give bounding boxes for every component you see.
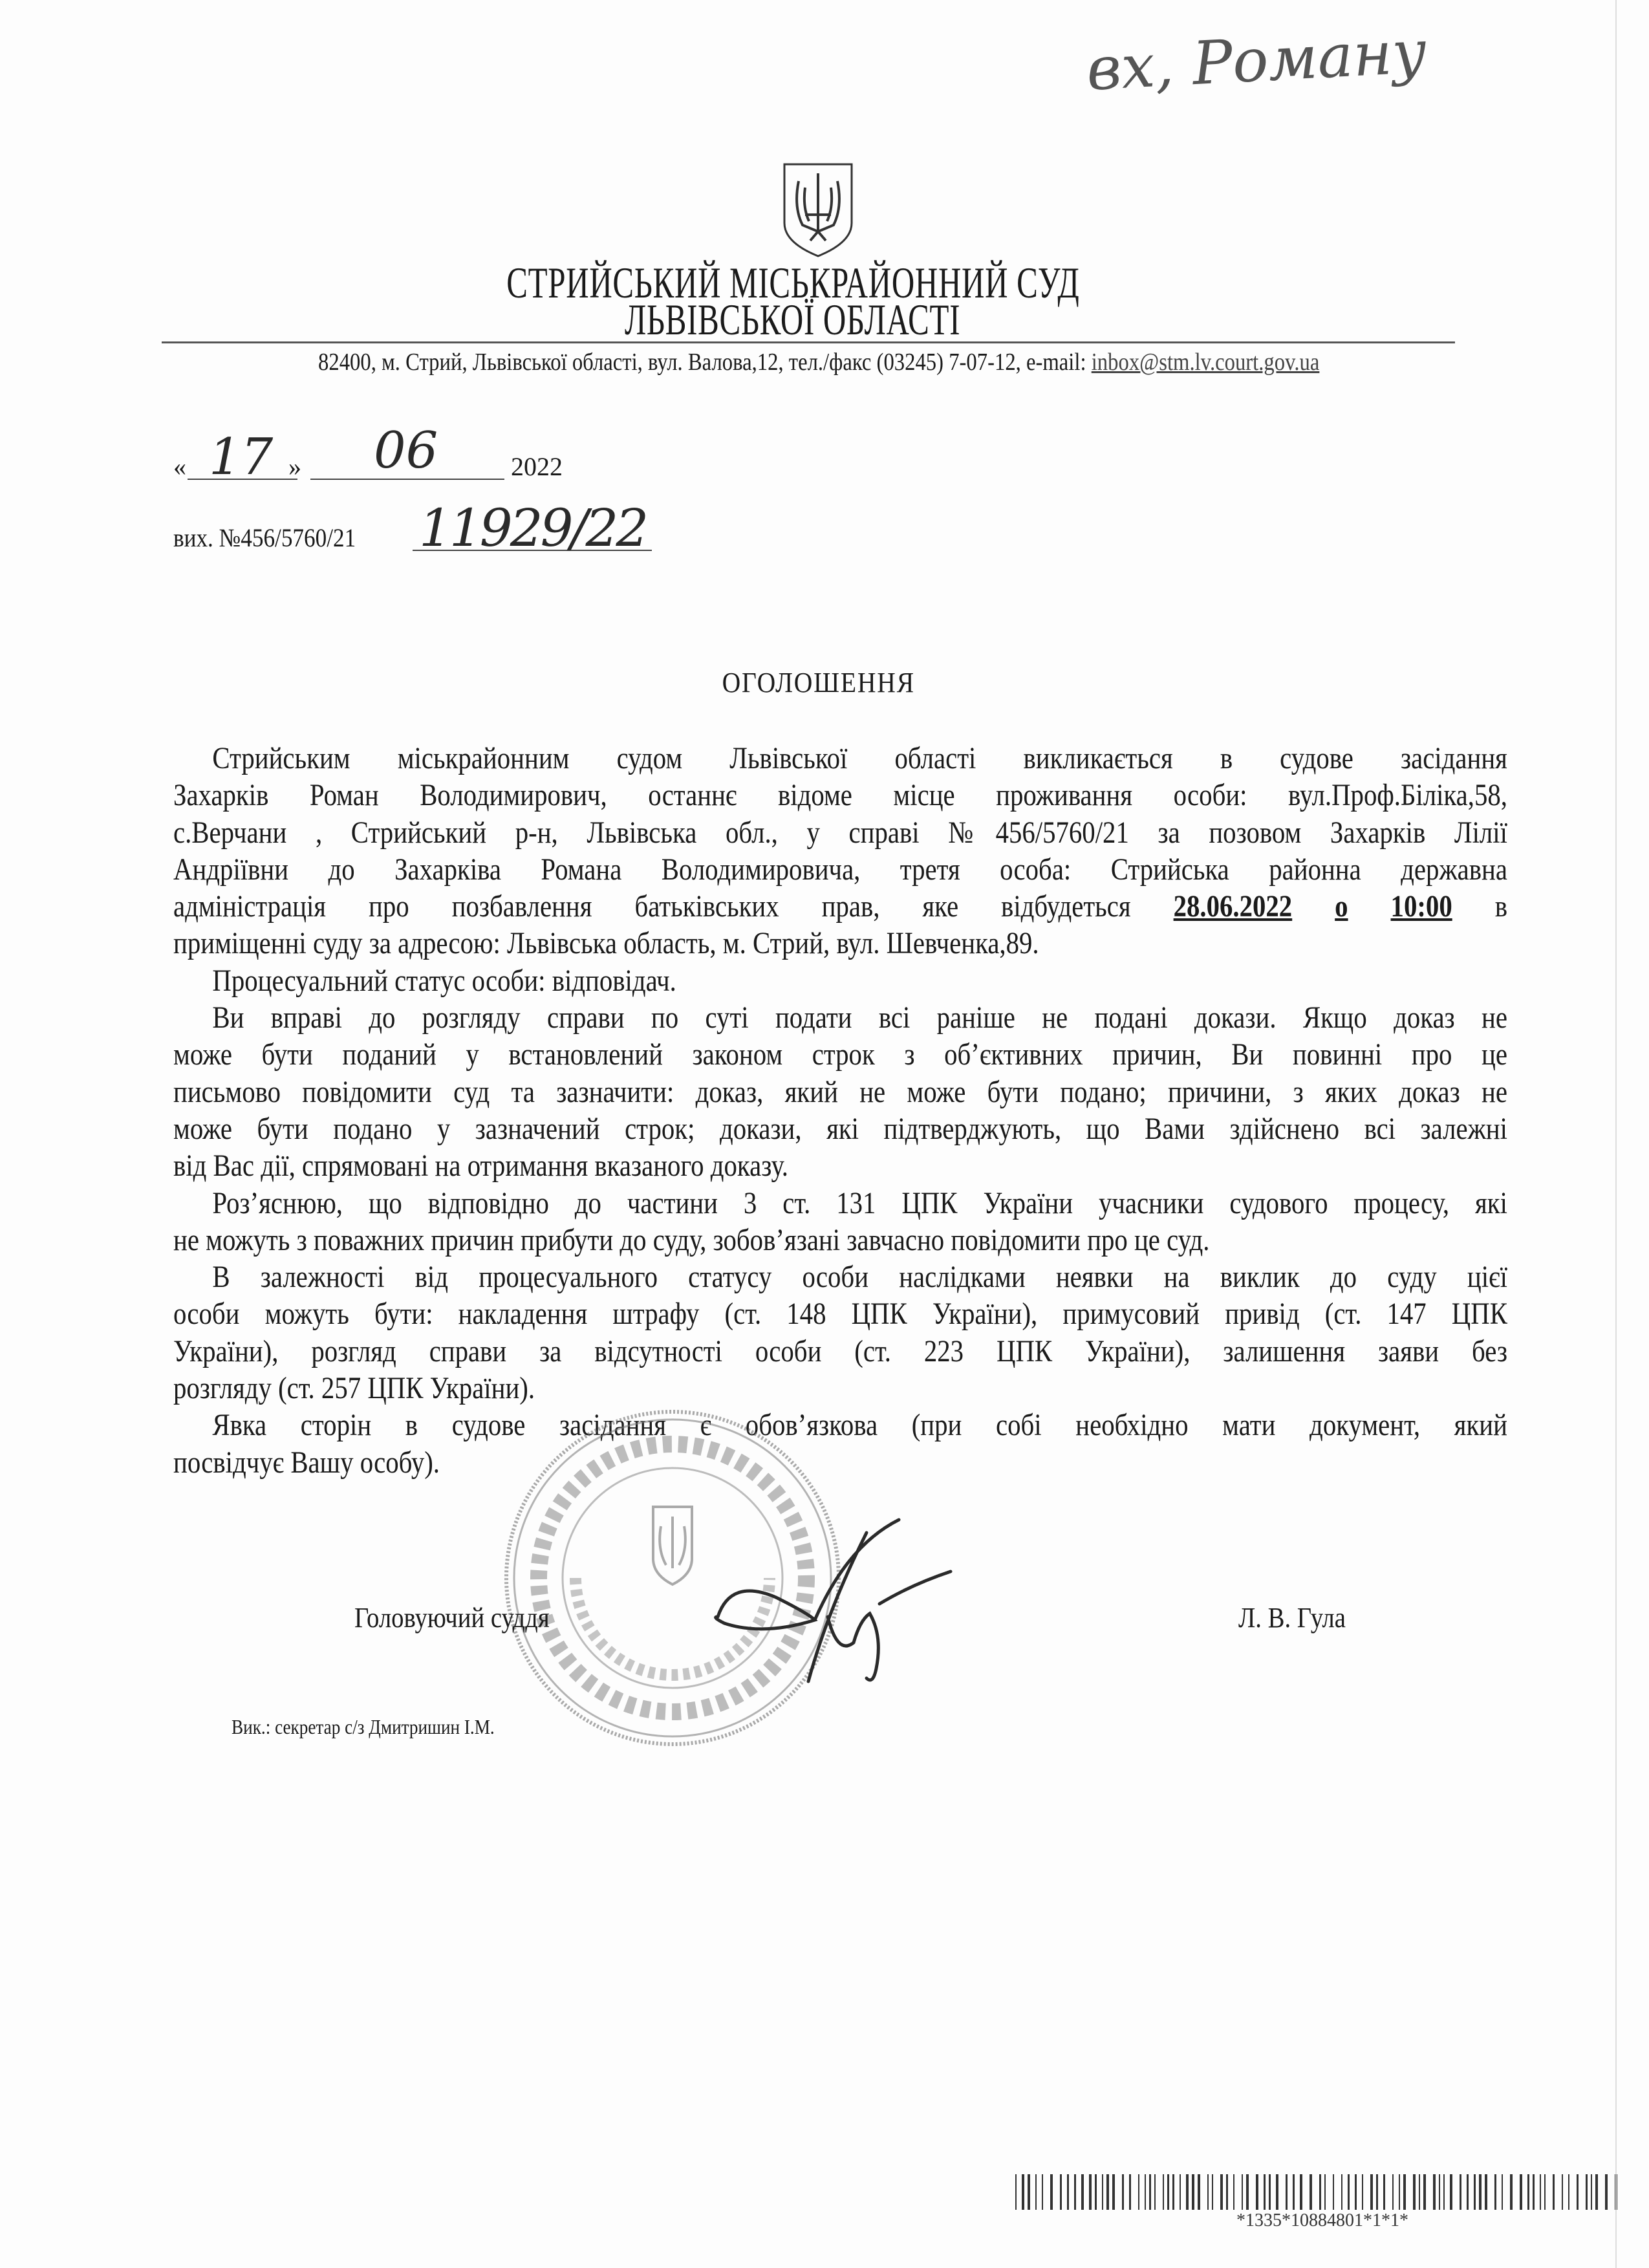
barcode-bar <box>1562 2174 1563 2210</box>
barcode-bar <box>1319 2174 1321 2210</box>
barcode-bar <box>1591 2174 1592 2210</box>
handwritten-note: вх, Роману <box>1084 17 1428 104</box>
address-text: 82400, м. Стрий, Львівської області, вул. Валова,12, тел./факс (03245) 7-07-12, e-mail: <box>318 349 1086 376</box>
barcode-bar <box>1544 2174 1546 2210</box>
barcode-bar <box>1355 2174 1357 2210</box>
announcement-title-text: ОГОЛОШЕННЯ <box>722 667 916 698</box>
barcode-bar <box>1474 2174 1476 2210</box>
barcode-bar <box>1533 2174 1535 2210</box>
barcode-bar <box>1286 2174 1288 2210</box>
year: 2022 <box>511 452 563 481</box>
hearing-time: 10:00 <box>1390 889 1452 924</box>
outgoing-number <box>173 498 885 558</box>
barcode-bar <box>1392 2174 1394 2210</box>
body-line: с.Верчани , Стрийський р-н, Львівська обл., у справі №456/5760/21 за позовом Захарків Лілії <box>173 815 1507 850</box>
region-name-text: ЛЬВІВСЬКОЇ ОБЛАСТІ <box>625 295 961 344</box>
barcode-bar <box>1333 2174 1334 2210</box>
hearing-in: в <box>1494 889 1507 924</box>
body-line: може бути поданий у встановлений законом строк з об’єктивних причин, Ви повинні про це <box>173 1037 1507 1072</box>
barcode-bar <box>1256 2174 1258 2210</box>
barcode-bar <box>1149 2174 1151 2210</box>
body-line: Явка сторін в судове засідання є обов’язкова (при собі необхідно мати документ, який <box>212 1408 1507 1443</box>
barcode-bar <box>1246 2174 1249 2210</box>
barcode-bar <box>1595 2174 1598 2210</box>
barcode-bar <box>1510 2174 1513 2210</box>
judge-name-text: Л. В. Гула <box>1238 1602 1346 1634</box>
judge-signature <box>698 1507 1061 1688</box>
barcode-bar <box>1419 2174 1420 2210</box>
body-line: посвідчує Вашу особу). <box>173 1445 440 1480</box>
barcode-bar <box>1106 2174 1109 2210</box>
close-quote: » <box>288 452 301 481</box>
barcode-bar <box>1443 2174 1445 2210</box>
body-line: приміщенні суду за адресою: Львівська область, м. Стрий, вул. Шевченка,89. <box>173 926 1039 961</box>
hearing-at: о <box>1335 889 1348 924</box>
barcode-bar <box>1370 2174 1373 2210</box>
barcode-bar <box>1403 2174 1406 2210</box>
barcode-bar <box>1450 2174 1452 2210</box>
body-line: В залежності від процесуального статусу особи наслідками неявки на виклик до суду цієї <box>212 1260 1507 1295</box>
barcode-bar <box>1180 2174 1181 2210</box>
barcode-bar <box>1376 2174 1378 2210</box>
barcode-bar <box>1520 2174 1522 2210</box>
hearing-intro: адміністрація про позбавлення батьківських прав, яке відбудеться <box>173 889 1131 924</box>
barcode-bar <box>1269 2174 1271 2210</box>
barcode-bar <box>1028 2174 1030 2210</box>
barcode-bar <box>1540 2174 1541 2210</box>
executor-text: Вик.: секретар с/з Дмитришин І.М. <box>232 1715 495 1738</box>
barcode-bar <box>1198 2174 1200 2210</box>
barcode-bar <box>1423 2174 1426 2210</box>
barcode-bar <box>1022 2174 1024 2210</box>
coat-of-arms-icon <box>779 162 857 259</box>
barcode-bar <box>1192 2174 1194 2210</box>
body-line: письмово повідомити суд та зазначити: доказ, який не може бути подано; причини, з яких доказ не <box>173 1074 1507 1109</box>
barcode-bar <box>1122 2174 1124 2210</box>
court-name-text: СТРИЙСЬКИЙ МІСЬКРАЙОННИЙ СУД <box>506 258 1080 307</box>
barcode-bar <box>1220 2174 1223 2210</box>
body-line: може бути подано у зазначений строк; докази, які підтверджують, що Вами здійснено всі залежні <box>173 1111 1507 1146</box>
barcode-number: *1335*10884801*1*1* <box>1236 2210 1408 2230</box>
barcode-bar <box>1242 2174 1243 2210</box>
barcode-bar <box>1163 2174 1164 2210</box>
barcode-bar <box>1095 2174 1097 2210</box>
barcode-bar <box>1433 2174 1436 2210</box>
outgoing-label: вих. №456/5760/21 <box>173 523 356 552</box>
body-line: від Вас дії, спрямовані на отримання вказаного доказу. <box>173 1149 789 1183</box>
barcode-bar <box>1479 2174 1482 2210</box>
barcode-bar <box>1129 2174 1131 2210</box>
barcode-bar <box>1293 2174 1295 2210</box>
barcode-bar <box>1154 2174 1156 2210</box>
body-line: Роз’яснюю, що відповідно до частини 3 ст. 131 ЦПК України учасники судового процесу, які <box>212 1185 1507 1220</box>
stamp-emblem-icon <box>653 1507 692 1584</box>
barcode-bar <box>1081 2174 1084 2210</box>
open-quote: « <box>173 452 186 481</box>
announcement-body <box>173 740 1507 1481</box>
barcode-bar <box>1527 2174 1529 2210</box>
barcode-bar <box>1138 2174 1139 2210</box>
barcode-bar <box>1586 2174 1588 2210</box>
body-line: Захарків Роман Володимирович, останнє відоме місце проживання особи: вул.Проф.Біліка,58, <box>173 778 1507 813</box>
handwritten-outgoing-number: 11929/22 <box>419 498 647 558</box>
barcode-bar <box>1310 2174 1312 2210</box>
barcode-bar <box>1212 2174 1213 2210</box>
barcode <box>1015 2174 1630 2210</box>
barcode-bar <box>1035 2174 1037 2210</box>
email-link[interactable]: inbox@stm.lv.court.gov.ua <box>1091 349 1320 376</box>
body-line: України), розгляд справи за відсутності особи (ст. 223 ЦПК України), залишення заяви без <box>173 1334 1507 1368</box>
barcode-bar <box>1439 2174 1440 2210</box>
barcode-bar <box>1042 2174 1043 2210</box>
signature-role <box>354 1601 576 1634</box>
barcode-bar <box>1102 2174 1103 2210</box>
barcode-bar <box>1577 2174 1579 2210</box>
procedural-status: Процесуальний статус особи: відповідач. <box>212 963 676 998</box>
announcement-title <box>0 666 1637 699</box>
barcode-bar <box>1383 2174 1385 2210</box>
body-line: Ви вправі до розгляду справи по суті подати всі раніше не подані докази. Якщо доказ не <box>212 1000 1507 1035</box>
court-name-line2 <box>0 294 1586 345</box>
barcode-bar <box>1300 2174 1302 2210</box>
hearing-date: 28.06.2022 <box>1173 889 1293 924</box>
barcode-bar <box>1485 2174 1487 2210</box>
barcode-bar <box>1460 2174 1461 2210</box>
executor-note <box>232 1715 541 1739</box>
barcode-bar <box>1605 2174 1608 2210</box>
body-line: особи можуть бути: накладення штрафу (ст. 148 ЦПК України), примусовий привід (ст. 147 ЦПК <box>173 1297 1507 1332</box>
barcode-bar <box>1348 2174 1350 2210</box>
barcode-bar <box>1145 2174 1146 2210</box>
barcode-bar <box>1172 2174 1174 2210</box>
barcode-bar <box>1502 2174 1503 2210</box>
barcode-bar <box>1264 2174 1266 2210</box>
handwritten-month: 06 <box>374 422 438 480</box>
handwritten-day: 17 <box>209 428 274 486</box>
barcode-bar <box>1207 2174 1209 2210</box>
body-line: не можуть з поважних причин прибути до суду, зобов’язані завчасно повідомити про це суд. <box>173 1222 1210 1257</box>
body-line: Стрийським міськрайонним судом Львівської області викликається в судове засідання <box>212 741 1507 775</box>
header-divider <box>162 341 1455 343</box>
barcode-bar <box>1060 2174 1062 2210</box>
judge-name <box>1238 1601 1361 1634</box>
body-line: Андріївни до Захарківа Романа Володимировича, третя особа: Стрийська районна державна <box>173 852 1507 887</box>
barcode-bar <box>1067 2174 1069 2210</box>
barcode-bar <box>1399 2174 1400 2210</box>
signature-role-text: Головуючий суддя <box>354 1602 550 1634</box>
body-line-hearing <box>173 888 1507 925</box>
barcode-bar <box>1226 2174 1228 2210</box>
body-line: розгляду (ст. 257 ЦПК України). <box>173 1371 535 1406</box>
barcode-bar <box>1167 2174 1169 2210</box>
document-date <box>173 422 755 486</box>
barcode-bar <box>1233 2174 1234 2210</box>
barcode-bar <box>1553 2174 1555 2210</box>
barcode-bar <box>1089 2174 1092 2210</box>
barcode-bar <box>1324 2174 1326 2210</box>
barcode-bar <box>1276 2174 1278 2210</box>
barcode-bar <box>1015 2174 1017 2210</box>
barcode-bar <box>1341 2174 1342 2210</box>
barcode-bar <box>1413 2174 1416 2210</box>
barcode-bar <box>1074 2174 1076 2210</box>
barcode-bar <box>1050 2174 1053 2210</box>
scan-edge <box>1615 0 1617 2268</box>
barcode-bar <box>1467 2174 1469 2210</box>
barcode-bar <box>1112 2174 1115 2210</box>
barcode-bar <box>1362 2174 1363 2210</box>
barcode-bar <box>1186 2174 1189 2210</box>
barcode-bar <box>1568 2174 1569 2210</box>
court-address <box>0 348 1637 376</box>
barcode-bar <box>1494 2174 1496 2210</box>
